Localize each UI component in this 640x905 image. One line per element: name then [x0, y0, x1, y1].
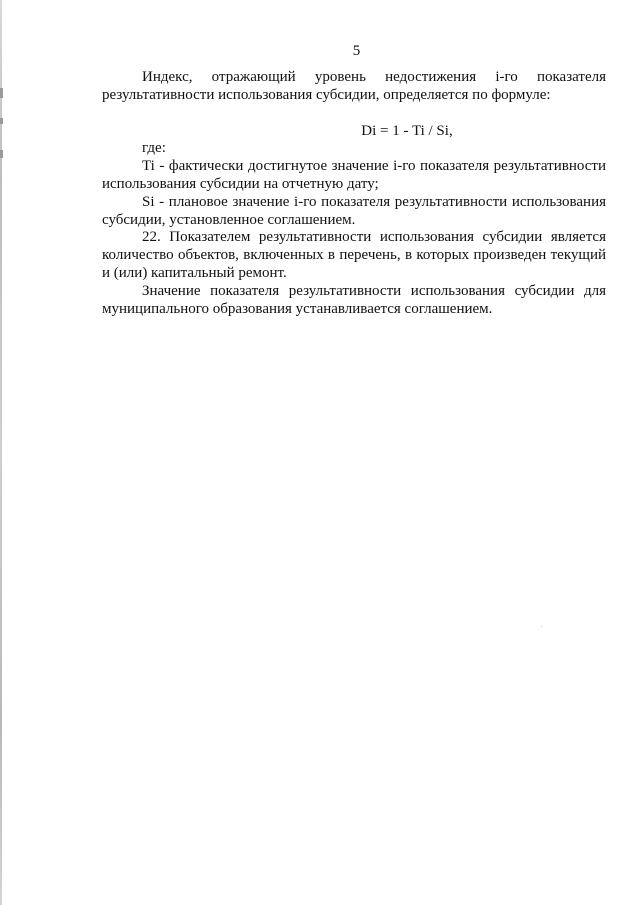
- paragraph-where: где:: [142, 140, 166, 157]
- scan-edge-mark: [0, 118, 3, 124]
- scan-edge-mark: [0, 150, 3, 158]
- scan-edge-mark: [0, 88, 3, 98]
- paragraph-index-definition: Индекс, отражающий уровень недостижения i-го показателя результативности использования субсидии, определяется по формуле:: [102, 69, 606, 103]
- paragraph-22-indicator: 22. Показателем результативности использования субсидии является количество объектов, включенных в перечень, в которых произведен текущий и (или) капитальный ремонт.: [102, 229, 606, 281]
- paragraph-si-definition: Si - плановое значение i-го показателя результативности использования субсидии, установленное соглашением.: [102, 193, 606, 228]
- paragraph-indicator-value: Значение показателя результативности использования субсидии для муниципального образования устанавливается соглашением.: [102, 282, 606, 317]
- scan-edge: [0, 0, 2, 905]
- document-body: [102, 69, 606, 318]
- page-number: 5: [352, 43, 361, 59]
- formula: Di = 1 - Ti / Si,: [361, 122, 453, 139]
- paragraph-ti-definition: Ti - фактически достигнутое значение i-го показателя результативности использования субсидии на отчетную дату;: [102, 158, 606, 192]
- scan-speck: [541, 626, 542, 627]
